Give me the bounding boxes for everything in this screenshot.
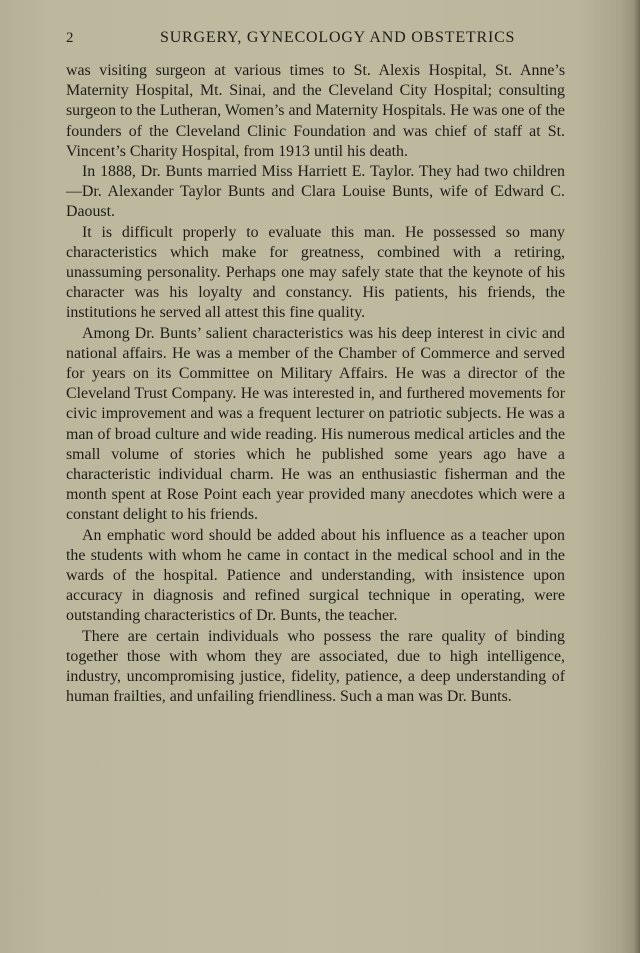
article-body (66, 61, 565, 708)
paragraph-marriage: In 1888, Dr. Bunts married Miss Harriett E. Taylor. They had two children—Dr. Alexander Taylor Bunts and Clara Louise Bunts, wife of Edward C. Daoust. (66, 163, 565, 221)
paragraph-hospital-appointments: was visiting surgeon at various times to St. Alexis Hospital, St. Anne’s Maternity Hospital, Mt. Sinai, and the Cleveland City Hospital; consulting surgeon to the Lutheran, Women’s and Maternity Hospitals. He was one of the founders of the Cleveland Clinic Foundation and was chief of staff at St. Vincent’s Charity Hospital, from 1913 until his death. (66, 62, 565, 160)
page-edge-shadow (634, 0, 640, 953)
paragraph-closing: There are certain individuals who possess the rare quality of binding together those with whom they are associated, due to high intelligence, industry, uncompromising justice, fidelity, patience, a deep understanding of human frailties, and unfailing friendliness. Such a man was Dr. Bunts. (66, 627, 565, 706)
paragraph-character: It is difficult properly to evaluate this man. He possessed so many characteristics which make for greatness, combined with a retiring, unassuming personality. Perhaps one may safely state that the keynote of his character was his loyalty and constancy. His patients, his friends, the institutions he served all attest this fine quality. (66, 223, 565, 322)
running-head: SURGERY, GYNECOLOGY AND OBSTETRICS (160, 29, 516, 46)
page-header (66, 28, 571, 50)
paragraph-civic-affairs: Among Dr. Bunts’ salient characteristics was his deep interest in civic and national affairs. He was a member of the Chamber of Commerce and served for years on its Committee on Military Affairs. He was a director of the Cleveland Trust Company. He was interested in, and furthered movements for civic improvement and was a frequent lecturer on patriotic subjects. He was a man of broad culture and wide reading. His numerous medical articles and the small volume of stories which he published some years ago have a characteristic individual charm. He was an enthusiastic fisherman and the month spent at Rose Point each year provided many anecdotes which were a constant delight to his friends. (66, 324, 565, 524)
paragraph-teacher: An emphatic word should be added about his influence as a teacher upon the students with whom he came in contact in the medical school and in the wards of the hospital. Patience and understanding, with insistence upon accuracy in diagnosis and refined surgical technique in operating, were outstanding characteristics of Dr. Bunts, the teacher. (66, 526, 565, 625)
page-number: 2 (66, 30, 74, 46)
